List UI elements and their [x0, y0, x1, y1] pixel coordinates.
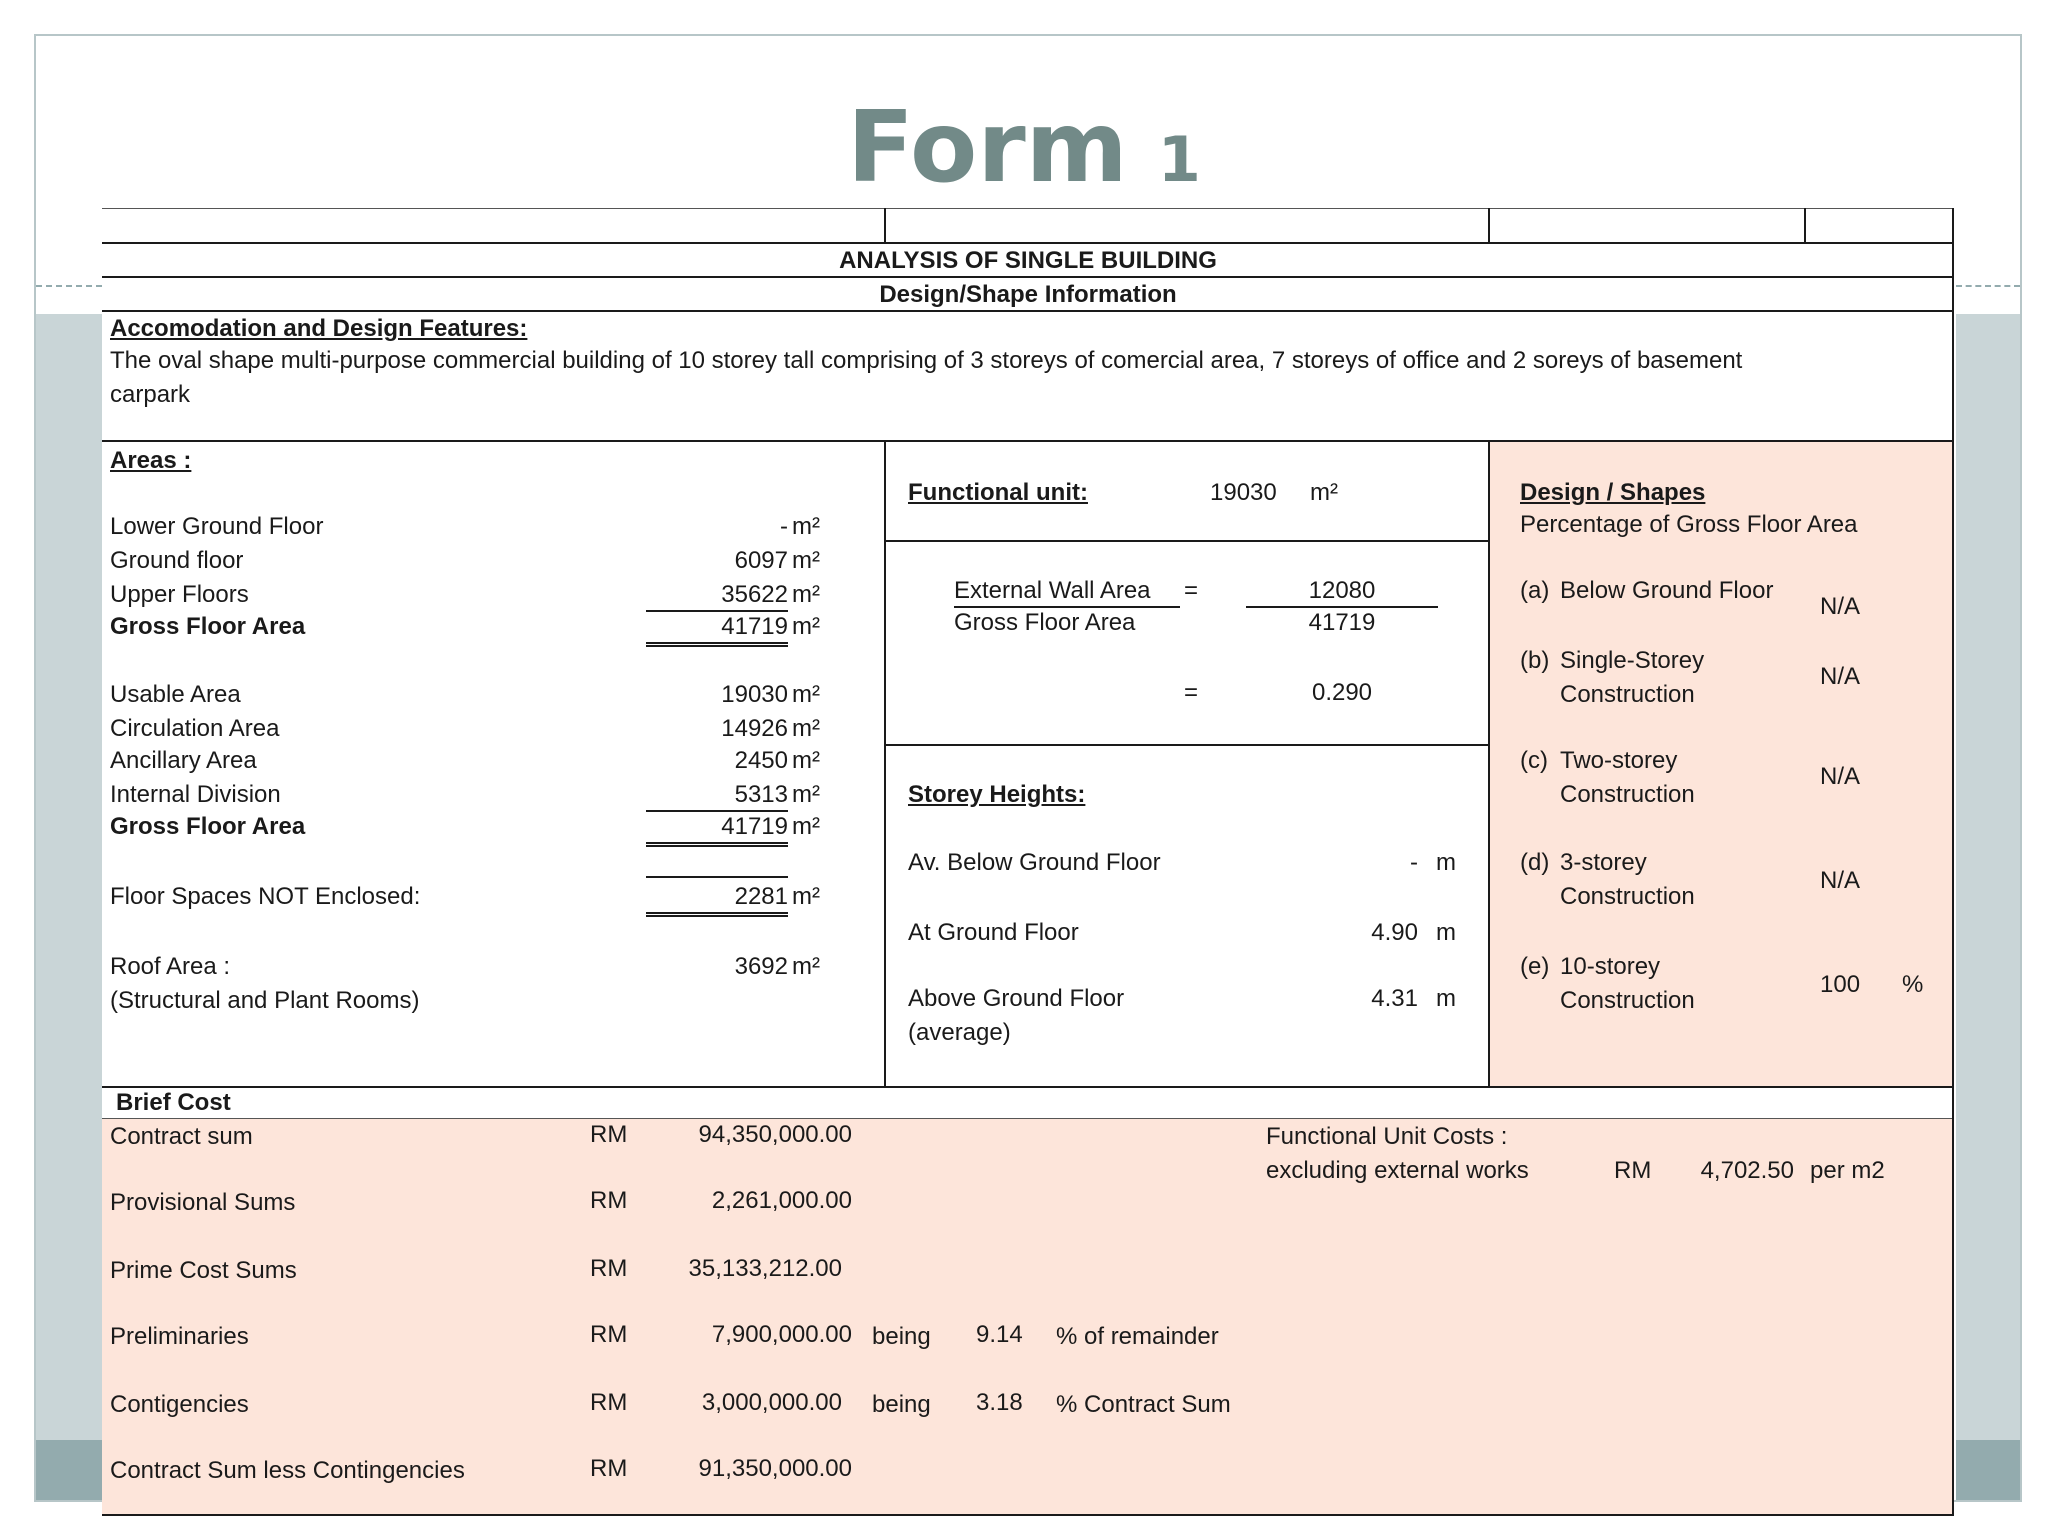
design-label: 10-storey — [1560, 953, 1661, 980]
functional-unit-costs-value: 4,702.50 — [1700, 1157, 1794, 1184]
rule — [884, 440, 886, 1086]
ratio-result: 0.290 — [1311, 679, 1373, 706]
design-value: N/A — [1820, 867, 1861, 894]
cost-amount: 35,133,212.00 — [688, 1255, 842, 1282]
cost-label: Contract Sum less Contingencies — [110, 1457, 465, 1484]
area-label: Upper Floors — [110, 581, 249, 608]
rule — [646, 876, 788, 878]
cost-percentage-note: % of remainder — [1056, 1323, 1219, 1350]
rule — [1488, 208, 1490, 242]
rule — [1952, 208, 1954, 1516]
design-letter: (b) — [1520, 647, 1550, 674]
area-value: 6097 — [734, 547, 788, 574]
area-value: 35622 — [721, 581, 788, 608]
functional-unit-value: 19030 — [1210, 479, 1277, 506]
area-total-label: Gross Floor Area — [110, 813, 306, 840]
area-value: 5313 — [734, 781, 788, 808]
design-letter: (a) — [1520, 577, 1550, 604]
brief-cost-heading: Brief Cost — [116, 1089, 231, 1116]
cost-currency: RM — [590, 1187, 628, 1214]
cost-amount: 3,000,000.00 — [701, 1389, 842, 1416]
area-label: Circulation Area — [110, 715, 280, 742]
storey-value: 4.90 — [1371, 919, 1418, 946]
design-value: N/A — [1820, 663, 1861, 690]
area-label: Floor Spaces NOT Enclosed: — [110, 883, 421, 910]
cost-label: Preliminaries — [110, 1323, 249, 1350]
area-unit: m² — [792, 715, 820, 742]
design-label: Below Ground Floor — [1560, 577, 1774, 604]
spreadsheet — [102, 208, 1954, 1516]
accommodation-text-cont: carpark — [110, 381, 191, 408]
storey-unit: m — [1436, 985, 1456, 1012]
cost-currency: RM — [590, 1321, 628, 1348]
area-total-value: 41719 — [721, 613, 788, 640]
cost-currency: RM — [590, 1455, 628, 1482]
design-label: Two-storey — [1560, 747, 1678, 774]
area-unit: m² — [792, 883, 820, 910]
cost-label: Contigencies — [110, 1391, 249, 1418]
storey-label: At Ground Floor — [908, 919, 1079, 946]
accommodation-heading: Accomodation and Design Features: — [110, 315, 528, 342]
storey-unit: m — [1436, 919, 1456, 946]
cost-label: Provisional Sums — [110, 1189, 296, 1216]
cost-label: Prime Cost Sums — [110, 1257, 297, 1284]
design-letter: (e) — [1520, 953, 1550, 980]
area-unit: m² — [792, 513, 820, 540]
cost-being: being — [872, 1391, 931, 1418]
ratio-numerator-value: 12080 — [1246, 576, 1438, 608]
area-label: Usable Area — [110, 681, 241, 708]
rule — [884, 540, 1488, 542]
functional-unit-costs-currency: RM — [1614, 1157, 1652, 1184]
cost-label: Contract sum — [110, 1123, 253, 1150]
area-unit: m² — [792, 581, 820, 608]
area-value: 2450 — [734, 747, 788, 774]
functional-unit-label: Functional unit: — [908, 479, 1088, 506]
rule — [102, 440, 1954, 442]
area-value: 19030 — [721, 681, 788, 708]
design-label: 3-storey — [1560, 849, 1647, 876]
cost-percentage: 9.14 — [976, 1321, 1023, 1348]
area-unit: m² — [792, 613, 820, 640]
area-value: - — [780, 513, 788, 540]
functional-unit-unit: m² — [1310, 479, 1338, 506]
design-shapes-subheading: Percentage of Gross Floor Area — [1520, 511, 1858, 538]
accommodation-text: The oval shape multi-purpose commercial building of 10 storey tall comprising of 3 storeys of comercial area, 7 storeys of office and 2 soreys of basement — [110, 347, 1743, 374]
ratio-denominator-label: Gross Floor Area — [954, 609, 1136, 636]
ratio-denominator-value: 41719 — [1308, 609, 1376, 636]
area-unit: m² — [792, 681, 820, 708]
design-label-cont: Construction — [1560, 883, 1695, 910]
area-unit: m² — [792, 781, 820, 808]
sheet-subheading: Design/Shape Information — [879, 281, 1177, 308]
cost-percentage: 3.18 — [976, 1389, 1023, 1416]
area-unit: m² — [792, 747, 820, 774]
area-value: 3692 — [734, 953, 788, 980]
design-value: 100 — [1820, 971, 1861, 998]
area-value: 2281 — [734, 883, 788, 910]
design-value: N/A — [1820, 763, 1861, 790]
title-number: 1 — [1157, 123, 1201, 196]
cost-currency: RM — [590, 1255, 628, 1282]
cost-amount: 94,350,000.00 — [698, 1121, 852, 1148]
cost-being: being — [872, 1323, 931, 1350]
storey-value: - — [1410, 849, 1418, 876]
cost-percentage-note: % Contract Sum — [1056, 1391, 1231, 1418]
design-shapes-heading: Design / Shapes — [1520, 479, 1706, 506]
design-value: N/A — [1820, 593, 1861, 620]
rule — [884, 744, 1488, 746]
storey-heights-heading: Storey Heights: — [908, 781, 1086, 808]
cost-amount: 7,900,000.00 — [711, 1321, 852, 1348]
slide-title — [0, 88, 2048, 220]
area-unit: m² — [792, 547, 820, 574]
design-unit: % — [1902, 971, 1924, 998]
storey-average-note: (average) — [908, 1019, 1011, 1046]
rule — [102, 276, 1954, 278]
design-letter: (c) — [1520, 747, 1548, 774]
ratio-result-equals: = — [1184, 679, 1199, 706]
area-label: Roof Area : — [110, 953, 231, 980]
area-value: 14926 — [721, 715, 788, 742]
storey-value: 4.31 — [1371, 985, 1418, 1012]
rule — [102, 1514, 1954, 1516]
functional-unit-costs-unit: per m2 — [1810, 1157, 1885, 1184]
rule — [102, 1086, 1954, 1088]
area-unit: m² — [792, 953, 820, 980]
rule — [102, 1118, 1954, 1119]
design-label-cont: Construction — [1560, 681, 1695, 708]
area-unit: m² — [792, 813, 820, 840]
area-label: Ancillary Area — [110, 747, 257, 774]
area-total-label: Gross Floor Area — [110, 613, 306, 640]
rule — [102, 242, 1954, 244]
functional-unit-costs-label: Functional Unit Costs : — [1266, 1123, 1508, 1150]
storey-label: Above Ground Floor — [908, 985, 1125, 1012]
cost-amount: 2,261,000.00 — [711, 1187, 852, 1214]
area-total-value: 41719 — [721, 813, 788, 840]
area-label: Ground floor — [110, 547, 244, 574]
design-letter: (d) — [1520, 849, 1550, 876]
area-label: Lower Ground Floor — [110, 513, 324, 540]
design-label-cont: Construction — [1560, 781, 1695, 808]
area-label: Internal Division — [110, 781, 281, 808]
cost-amount: 91,350,000.00 — [698, 1455, 852, 1482]
cost-currency: RM — [590, 1121, 628, 1148]
ratio-numerator-label: External Wall Area — [954, 576, 1180, 608]
design-label-cont: Construction — [1560, 987, 1695, 1014]
rule — [1488, 440, 1490, 1086]
ratio-equals: = — [1184, 577, 1199, 604]
rule — [1804, 208, 1806, 242]
storey-unit: m — [1436, 849, 1456, 876]
roof-note: (Structural and Plant Rooms) — [110, 987, 420, 1014]
storey-label: Av. Below Ground Floor — [908, 849, 1161, 876]
areas-heading: Areas : — [110, 447, 192, 474]
rule — [102, 208, 1954, 209]
rule — [884, 208, 886, 242]
design-label: Single-Storey — [1560, 647, 1705, 674]
cost-currency: RM — [590, 1389, 628, 1416]
sheet-heading: ANALYSIS OF SINGLE BUILDING — [839, 247, 1217, 274]
title-word: Form — [847, 91, 1128, 205]
functional-unit-costs-note: excluding external works — [1266, 1157, 1529, 1184]
rule — [102, 310, 1954, 312]
